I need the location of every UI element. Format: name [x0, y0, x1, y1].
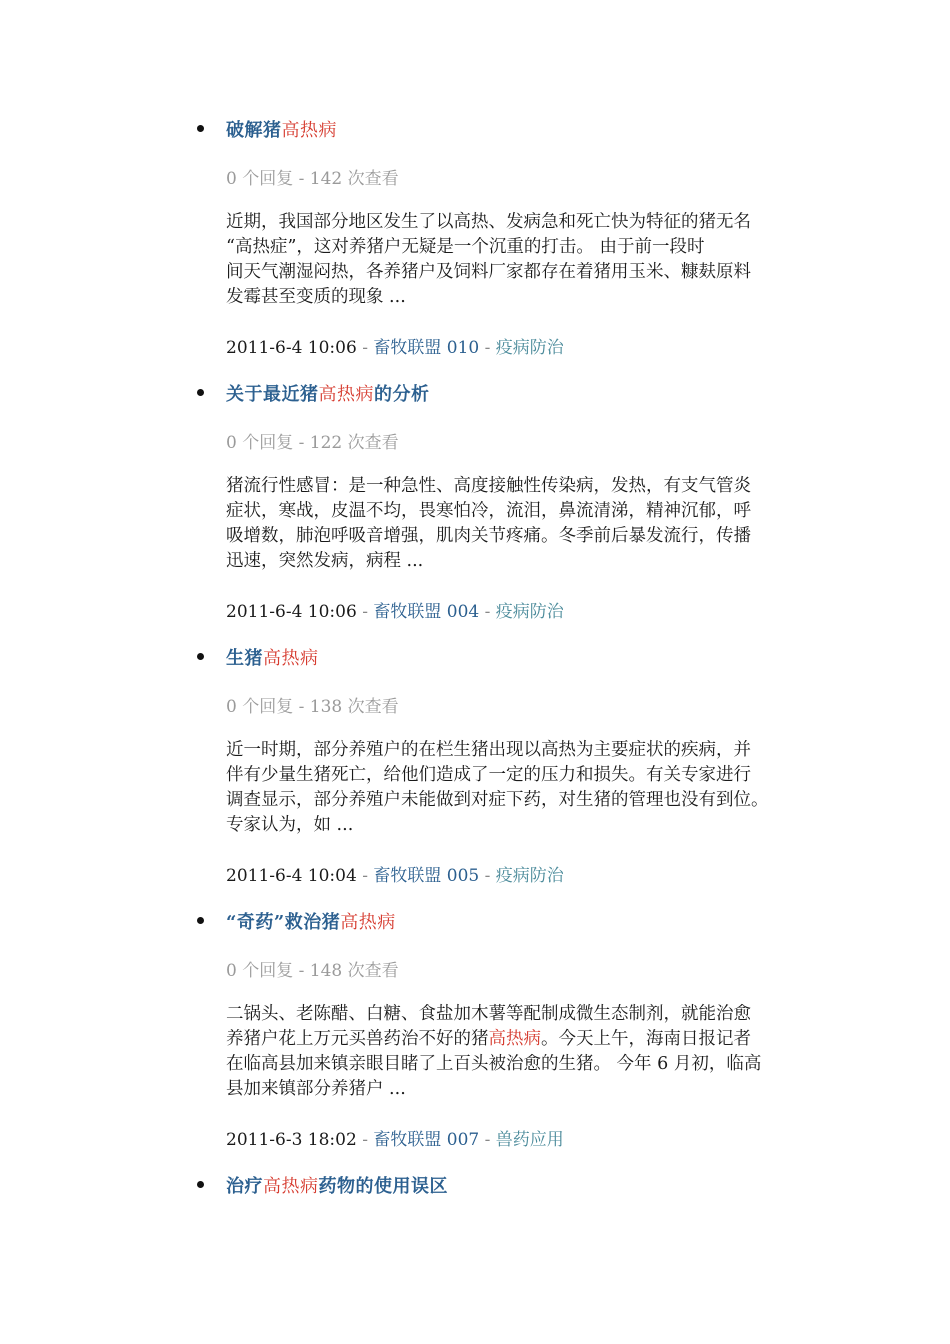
- result-meta: 2011-6-4 10:04 - 畜牧联盟 005 - 疫病防治: [226, 866, 564, 886]
- bullet: [197, 389, 204, 396]
- result-date: 2011-6-3 18:02: [226, 1130, 357, 1150]
- bullet: [197, 125, 204, 132]
- result-title[interactable]: [226, 644, 319, 670]
- result-excerpt: 二锅头、老陈醋、白糖、食盐加木薯等配制成微生态制剂，就能治愈 养猪户花上万元买兽药治不好的猪高热病。今天上午，海南日报记者 在临高县加来镇亲眼目睹了上百头被治愈的生猪。 今年 6 月初，临高 县加来镇部分养猪户 ...: [226, 1004, 762, 1099]
- result-stats: 0 个回复 - 122 次查看: [226, 433, 399, 453]
- result-title[interactable]: [226, 908, 396, 934]
- result-category-link[interactable]: 疫病防治: [495, 602, 564, 622]
- result-excerpt: 猪流行性感冒：是一种急性、高度接触性传染病，发热，有支气管炎 症状，寒战，皮温不均，畏寒怕冷，流泪，鼻流清涕，精神沉郁，呼 吸增数，肺泡呼吸音增强，肌肉关节疼痛。冬季前后暴发流行，传播 迅速，突然发病，病程 ...: [226, 476, 751, 571]
- result-author-link[interactable]: 畜牧联盟 010: [373, 338, 480, 358]
- result-date: 2011-6-4 10:04: [226, 866, 357, 886]
- result-meta: 2011-6-3 18:02 - 畜牧联盟 007 - 兽药应用: [226, 1130, 564, 1150]
- result-title-link[interactable]: “奇药”救治猪高热病: [226, 912, 396, 933]
- result-title-link[interactable]: 关于最近猪高热病的分析: [226, 384, 430, 405]
- result-author-link[interactable]: 畜牧联盟 005: [373, 866, 480, 886]
- result-category-link[interactable]: 兽药应用: [495, 1130, 564, 1150]
- result-title-link[interactable]: 治疗高热病药物的使用误区: [226, 1176, 448, 1197]
- bullet: [197, 1181, 204, 1188]
- result-title[interactable]: [226, 380, 430, 406]
- result-category-link[interactable]: 疫病防治: [495, 338, 564, 358]
- result-date: 2011-6-4 10:06: [226, 338, 357, 358]
- result-title[interactable]: [226, 116, 337, 142]
- result-title[interactable]: [226, 1172, 448, 1198]
- result-excerpt: 近期，我国部分地区发生了以高热、发病急和死亡快为特征的猪无名 “高热症”，这对养猪户无疑是一个沉重的打击。 由于前一段时 间天气潮湿闷热，各养猪户及饲料厂家都存在着猪用玉米、糠麸原料 发霉甚至变质的现象 ...: [226, 212, 751, 307]
- result-stats: 0 个回复 - 138 次查看: [226, 697, 399, 717]
- result-stats: 0 个回复 - 148 次查看: [226, 961, 399, 981]
- result-date: 2011-6-4 10:06: [226, 602, 357, 622]
- result-meta: 2011-6-4 10:06 - 畜牧联盟 010 - 疫病防治: [226, 338, 564, 358]
- result-author-link[interactable]: 畜牧联盟 007: [373, 1130, 480, 1150]
- result-author-link[interactable]: 畜牧联盟 004: [373, 602, 480, 622]
- result-meta: 2011-6-4 10:06 - 畜牧联盟 004 - 疫病防治: [226, 602, 564, 622]
- result-title-link[interactable]: 破解猪高热病: [226, 120, 337, 141]
- bullet: [197, 653, 204, 660]
- result-stats: 0 个回复 - 142 次查看: [226, 169, 399, 189]
- result-title-link[interactable]: 生猪高热病: [226, 648, 319, 669]
- result-category-link[interactable]: 疫病防治: [495, 866, 564, 886]
- bullet: [197, 917, 204, 924]
- result-excerpt: 近一时期，部分养殖户的在栏生猪出现以高热为主要症状的疾病，并 伴有少量生猪死亡，给他们造成了一定的压力和损失。有关专家进行 调查显示，部分养殖户未能做到对症下药，对生猪的管理也没有到位。 专家认为，如 ...: [226, 740, 769, 835]
